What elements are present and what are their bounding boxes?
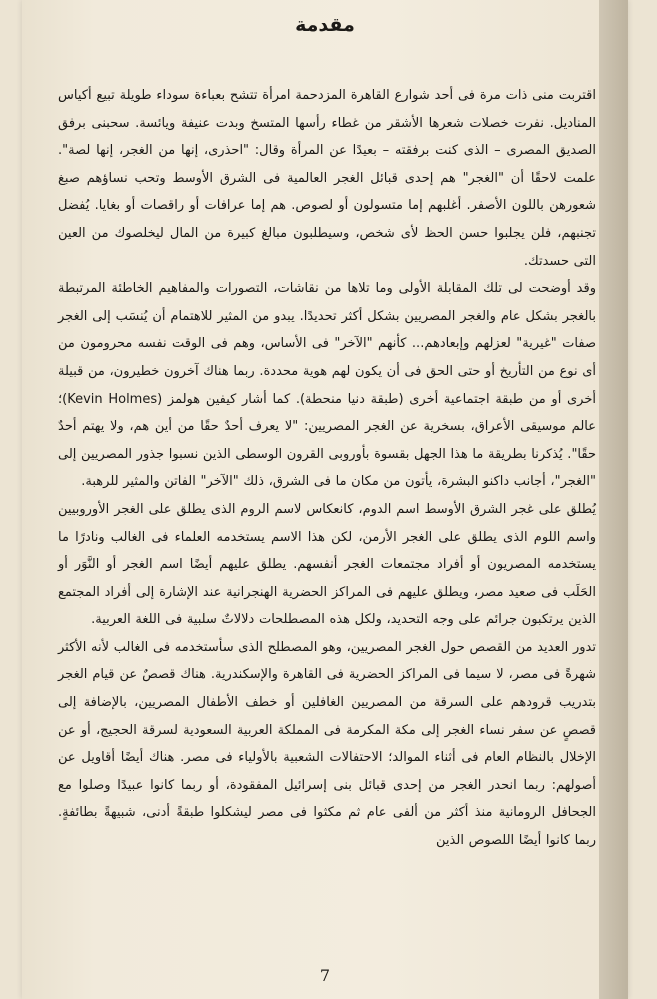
book-page bbox=[22, 0, 628, 999]
page-number: 7 bbox=[319, 966, 331, 985]
chapter-heading: مقدمة bbox=[295, 14, 355, 36]
body-text bbox=[58, 82, 596, 855]
paragraph-2: وقد أوضحت لى تلك المقابلة الأولى وما تلاها من نقاشات، التصورات والمفاهيم الخاطئة المرتبطة بالغجر بشكل عام والغجر المصريين بشكل أكثر تحديدًا. يبدو من المثير للاهتمام أن يُنسَب إلى الغجر صفات "غيرية" لعزلهم وإبعادهم... كأنهم "الآخر" فى الأساس، وهم فى الوقت نفسه محرومون من أى نوع من التأريخ أو حتى الحق فى أن يكون لهم هوية محددة. ربما هناك آخرون خطيرون، من قبيلة أخرى أو من طبقة اجتماعية أخرى (طبقة دنيا منحطة). كما أشار كيفين هولمز (Kevin Holmes)؛ عالم موسيقى الأعراق، بسخرية عن الغجر المصريين: "لا يعرف أحدٌ حقًا من أين هم، ولا يهتم أحدٌ حقًا". يُذكرنا بطريقة ما هذا الجهل بقسوة بأوروبى القرون الوسطى الذين نسبوا جذور المصريين إلى "الغجر"، أجانب داكنو البشرة، يأتون من مكان ما فى الشرق، ذلك "الآخر" الفاتن والمثير للرهبة. bbox=[58, 281, 596, 490]
paragraph-1: اقتربت منى ذات مرة فى أحد شوارع القاهرة المزدحمة امرأة تتشح بعباءة سوداء طويلة تبيع أكياس المناديل. نفرت خصلات شعرها الأشقر من غطاء رأسها المتسخ وبدت عنيفة ويائسة. سحبنى برفق الصديق المصرى – الذى كنت برفقته – بعيدًا عن المرأة وقال: "احذرى، إنها من الغجر، إنها لصة". علمت لاحقًا أن "الغجر" هم إحدى قبائل الغجر العالمية فى الشرق الأوسط وتحب نساؤهم صبغ شعورهن باللون الأصفر. أغلبهم إما متسولون أو لصوص. هم إما عرافات أو راقصات أو بغايا. يُفضل تجنبهم، فلن يجلبوا حسن الحظ لأى شخص، وسيطلبون مبالغ كبيرة من المال ليخلصوك من العين التى حسدتك. bbox=[58, 88, 596, 269]
paragraph-3: يُطلق على غجر الشرق الأوسط اسم الدوم، كانعكاس لاسم الروم الذى يطلق على الغجر الأوروبيين واسم اللوم الذى يطلق على الغجر الأرمن، لكن هذا الاسم يستخدمه العلماء فى الغالب ونادرًا ما يستخدمه المصريون أو أفراد مجتمعات الغجر أنفسهم. يطلق عليهم أيضًا اسم الغجر أو النَّوَر أو الحَلَب فى صعيد مصر، ويطلق عليهم فى المراكز الحضرية الهنجرانية عند الإشارة إلى أفراد المجتمع الذين يرتكبون جرائم على وجه التحديد، ولكل هذه المصطلحات دلالاتٌ سلبية فى اللغة العربية. bbox=[58, 501, 596, 628]
paragraph-4: تدور العديد من القصص حول الغجر المصريين، وهو المصطلح الذى سأستخدمه فى الغالب لأنه الأكثر شهرةً فى مصر، لا سيما فى المراكز الحضرية فى القاهرة والإسكندرية. هناك قصصٌ عن قيام الغجر بتدريب قرودهم على السرقة من المصريين الغافلين أو خطف الأطفال المصريين، بالإضافة إلى قصصٍ عن سفر نساء الغجر إلى مكة المكرمة فى المملكة العربية السعودية لسرقة الحجيج، أو عن الإخلال بالنظام العام فى أثناء الموالد؛ الاحتفالات الشعبية بالأولياء فى مصر. هناك أيضًا أقاويل عن أصولهم: ربما انحدر الغجر من إحدى قبائل بنى إسرائيل المفقودة، أو ربما كانوا عبيدًا وصلوا مع الجحافل الرومانية منذ أكثر من ألفى عام ثم مكثوا فى مصر ليشكلوا طبقةً أدنى، شبيهةً بطائفةٍ. ربما كانوا أيضًا اللصوص الذين bbox=[58, 639, 596, 849]
book-spine-shadow bbox=[599, 0, 628, 999]
